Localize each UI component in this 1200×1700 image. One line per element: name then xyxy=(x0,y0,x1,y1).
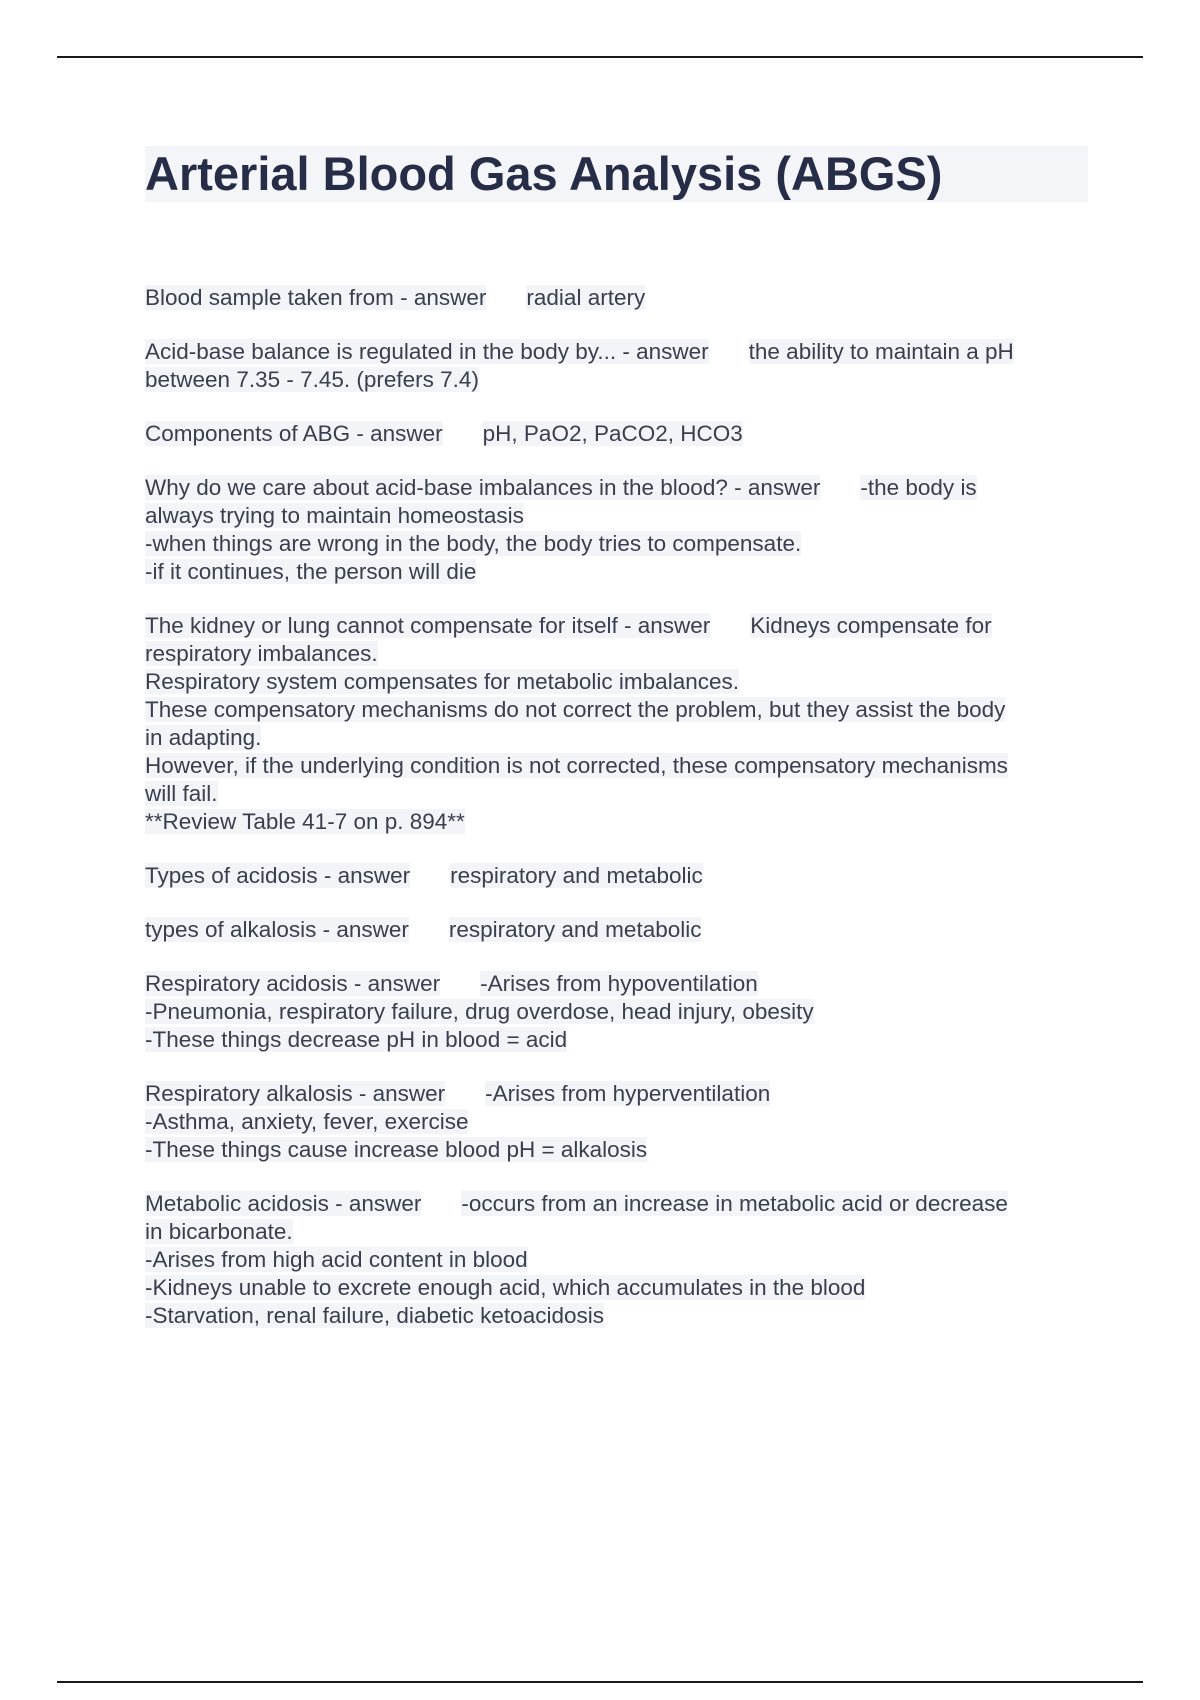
flashcard-list xyxy=(145,284,1090,1356)
card-question: The kidney or lung cannot compensate for itself - answer xyxy=(145,613,711,638)
flashcard xyxy=(145,1190,1090,1330)
card-first-line xyxy=(145,612,1090,640)
card-question: Metabolic acidosis - answer xyxy=(145,1191,422,1216)
card-first-line xyxy=(145,284,1090,312)
card-answer-line: -the body is xyxy=(860,475,977,500)
card-answer-line: -occurs from an increase in metabolic acid or decrease xyxy=(461,1191,1008,1216)
card-first-line xyxy=(145,970,1090,998)
card-first-line xyxy=(145,862,1090,890)
card-answer-line: -These things decrease pH in blood = acid xyxy=(145,1027,568,1052)
card-answer-line: -Kidneys unable to excrete enough acid, which accumulates in the blood xyxy=(145,1275,866,1300)
card-answer-line: radial artery xyxy=(526,285,646,310)
card-question: Blood sample taken from - answer xyxy=(145,285,487,310)
card-question: Respiratory alkalosis - answer xyxy=(145,1081,446,1106)
card-first-line xyxy=(145,1080,1090,1108)
title-block xyxy=(145,146,1088,202)
card-answer-line: -Arises from hypoventilation xyxy=(480,971,758,996)
flashcard xyxy=(145,420,1090,448)
flashcard xyxy=(145,916,1090,944)
card-answer-line: between 7.35 - 7.45. (prefers 7.4) xyxy=(145,367,479,392)
card-answer-line: -Arises from hyperventilation xyxy=(485,1081,771,1106)
card-answer-line: Kidneys compensate for xyxy=(750,613,992,638)
card-first-line xyxy=(145,1190,1090,1218)
card-question: types of alkalosis - answer xyxy=(145,917,409,942)
card-answer-line: -These things cause increase blood pH = alkalosis xyxy=(145,1137,648,1162)
flashcard xyxy=(145,612,1090,836)
card-answer-line: respiratory and metabolic xyxy=(448,917,702,942)
top-rule xyxy=(57,56,1143,58)
card-question: Acid-base balance is regulated in the body by... - answer xyxy=(145,339,709,364)
card-answer-line: the ability to maintain a pH xyxy=(748,339,1014,364)
card-answer-line: respiratory and metabolic xyxy=(450,863,703,888)
card-first-line xyxy=(145,474,1090,502)
card-first-line xyxy=(145,420,1090,448)
card-answer-line: -Pneumonia, respiratory failure, drug overdose, head injury, obesity xyxy=(145,999,814,1024)
flashcard xyxy=(145,862,1090,890)
page-title: Arterial Blood Gas Analysis (ABGS) xyxy=(145,147,943,200)
flashcard xyxy=(145,284,1090,312)
card-answer-line: always trying to maintain homeostasis xyxy=(145,503,524,528)
card-answer-line: pH, PaO2, PaCO2, HCO3 xyxy=(482,421,743,446)
card-answer-line: **Review Table 41-7 on p. 894** xyxy=(145,809,465,834)
flashcard xyxy=(145,338,1090,394)
card-question: Components of ABG - answer xyxy=(145,421,443,446)
card-answer-line: -when things are wrong in the body, the body tries to compensate. xyxy=(145,531,802,556)
flashcard xyxy=(145,970,1090,1054)
card-answer-line: -Arises from high acid content in blood xyxy=(145,1247,528,1272)
card-answer-line: in adapting. xyxy=(145,725,262,750)
card-answer-line: Respiratory system compensates for metabolic imbalances. xyxy=(145,669,739,694)
card-answer-line: in bicarbonate. xyxy=(145,1219,293,1244)
card-answer-line: will fail. xyxy=(145,781,218,806)
flashcard xyxy=(145,474,1090,586)
bottom-rule xyxy=(57,1681,1143,1683)
card-answer-line: respiratory imbalances. xyxy=(145,641,378,666)
card-answer-line: These compensatory mechanisms do not correct the problem, but they assist the body xyxy=(145,697,1006,722)
card-first-line xyxy=(145,338,1090,366)
card-answer-line: However, if the underlying condition is not corrected, these compensatory mechanisms xyxy=(145,753,1008,778)
card-answer-line: -Asthma, anxiety, fever, exercise xyxy=(145,1109,469,1134)
card-first-line xyxy=(145,916,1090,944)
card-question: Why do we care about acid-base imbalances in the blood? - answer xyxy=(145,475,821,500)
card-question: Types of acidosis - answer xyxy=(145,863,411,888)
card-answer-line: -Starvation, renal failure, diabetic ketoacidosis xyxy=(145,1303,604,1328)
card-question: Respiratory acidosis - answer xyxy=(145,971,441,996)
flashcard xyxy=(145,1080,1090,1164)
card-answer-line: -if it continues, the person will die xyxy=(145,559,477,584)
